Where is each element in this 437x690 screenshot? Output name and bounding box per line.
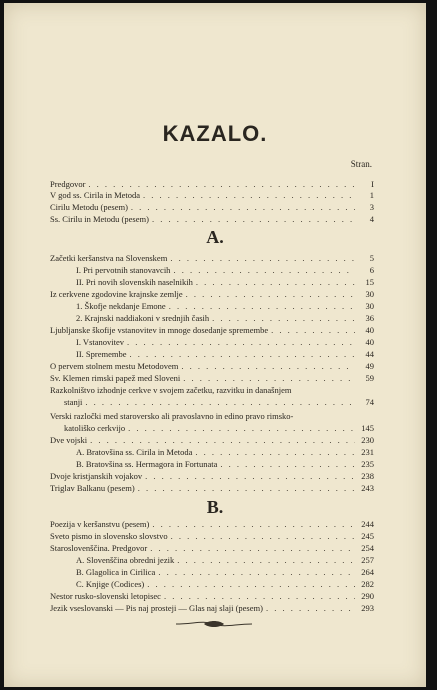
page-column-header: Stran. xyxy=(350,159,372,169)
toc-entry[interactable]: Sv. Klemen rimski papež med Sloveni . . . 59 xyxy=(50,373,374,384)
toc-entry[interactable]: V god ss. Cirila in Metoda . . . 1 xyxy=(50,190,374,201)
toc-entry[interactable]: Dvoje kristjanskih vojakov . . . 238 xyxy=(50,471,374,482)
toc-entry[interactable]: stanji . . . 74 xyxy=(64,397,374,408)
toc-entry[interactable]: Jezik vseslovanski — Pis naj prosteji — Glas naj slaji (pesem) . . . 293 xyxy=(50,603,374,614)
toc-entry[interactable]: 1. Škofje nekdanje Emone . . . 30 xyxy=(76,301,374,312)
toc-entry[interactable]: A. Bratovšina ss. Cirila in Metoda . . . 231 xyxy=(76,447,374,458)
ornament-divider xyxy=(174,618,254,630)
toc-entry[interactable]: II. Spremembe . . . 44 xyxy=(76,349,374,360)
toc-entry[interactable]: Nestor rusko-slovenski letopisec . . . 290 xyxy=(50,591,374,602)
toc-entry[interactable]: Poezija v keršanstvu (pesem) . . . 244 xyxy=(50,519,374,530)
toc-entry-line: Razkolništvo izhodnje cerkve v svojem začetku, razvitku in današnjem xyxy=(50,385,292,395)
toc-entry[interactable]: katoliško cerkvijo . . . 145 xyxy=(64,423,374,434)
toc-entry[interactable]: B. Glagolica in Cirilica . . . 264 xyxy=(76,567,374,578)
toc-entry[interactable]: Dve vojski . . . 230 xyxy=(50,435,374,446)
section-heading-b: B. xyxy=(206,497,224,517)
toc-entry[interactable]: II. Pri novih slovenskih naselnikih . . . 15 xyxy=(76,277,374,288)
document-page xyxy=(4,3,426,687)
toc-entry-line: Verski razločki med staroversko ali pravoslavno in edino pravo rimsko- xyxy=(50,411,294,421)
toc-entry[interactable]: Sveto pismo in slovensko slovstvo . . . 245 xyxy=(50,531,374,542)
toc-entry[interactable]: I. Vstanovitev . . . 40 xyxy=(76,337,374,348)
toc-entry[interactable]: O pervem stolnem mestu Metodovem . . . 49 xyxy=(50,361,374,372)
toc-entry[interactable]: I. Pri pervotnih stanovavcih . . . 6 xyxy=(76,265,374,276)
toc-entry[interactable]: C. Knjige (Codices) . . . 282 xyxy=(76,579,374,590)
toc-entry[interactable]: A. Slovenščina obredni jezik . . . 257 xyxy=(76,555,374,566)
toc-entry[interactable]: Triglav Balkanu (pesem) . . . 243 xyxy=(50,483,374,494)
section-heading-a: A. xyxy=(206,227,224,247)
toc-entry[interactable]: B. Bratovšina ss. Hermagora in Fortunata . . . 235 xyxy=(76,459,374,470)
page-title: KAZALO. xyxy=(162,121,268,146)
toc-entry[interactable]: Ss. Cirilu in Metodu (pesem) . . . 4 xyxy=(50,214,374,225)
toc-entry[interactable]: Ljubljanske škofije vstanovitev in mnoge dosedanje spremembe . . . 40 xyxy=(50,325,374,336)
toc-entry[interactable]: Iz cerkvene zgodovine krajnske zemlje . . . 30 xyxy=(50,289,374,300)
toc-entry[interactable]: Začetki keršanstva na Slovenskem . . . 5 xyxy=(50,253,374,264)
toc-entry[interactable]: Staroslovenščina. Predgovor . . . 254 xyxy=(50,543,374,554)
toc-entry[interactable]: Cirilu Metodu (pesem) . . . 3 xyxy=(50,202,374,213)
toc-entry[interactable]: Predgovor . . . I xyxy=(50,179,374,190)
toc-entry[interactable]: 2. Krajnski naddiakoni v srednjih časih . . . 36 xyxy=(76,313,374,324)
